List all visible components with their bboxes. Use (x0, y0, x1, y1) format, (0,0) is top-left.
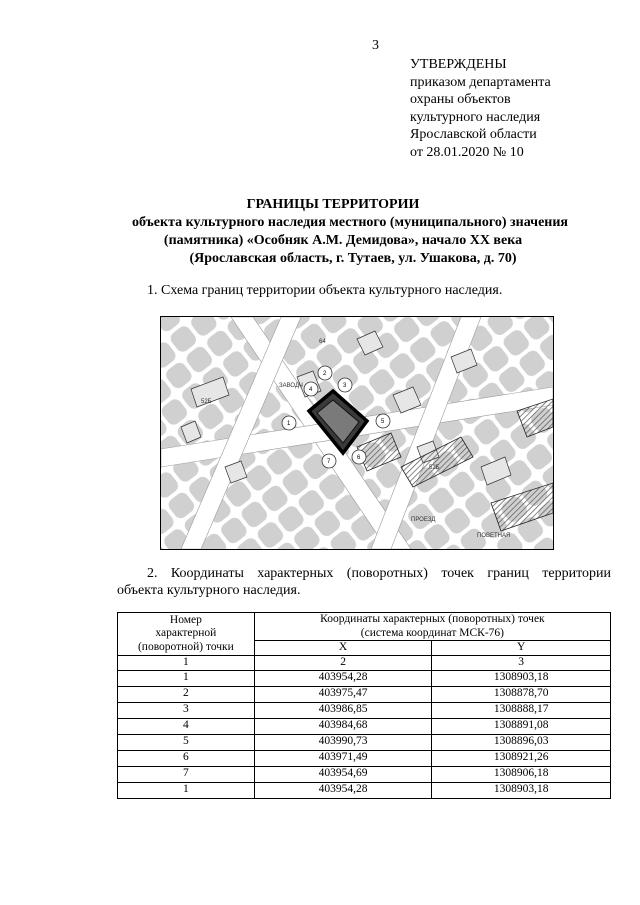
table-cell: 403990,73 (254, 734, 432, 750)
map-label: 64 (319, 339, 326, 345)
table-row (118, 686, 611, 702)
boundary-point-marker (318, 366, 332, 380)
title-line: (Ярославская область, г. Тутаев, ул. Ушакова, д. 70) (189, 251, 517, 266)
boundary-map-svg (161, 317, 553, 549)
table-cell: 1 (118, 782, 255, 798)
approval-line: культурного наследия (410, 109, 541, 125)
table-cell: 403954,69 (254, 766, 432, 782)
table-cell: 4 (118, 718, 255, 734)
table-cell: 403954,28 (254, 670, 432, 686)
approval-line: охраны объектов (410, 92, 511, 107)
table-cell: 5 (118, 734, 255, 750)
map-label: ПОВЕТНАЯ (477, 533, 511, 539)
table-cell: 3 (432, 656, 611, 671)
table-cell: 403986,85 (254, 702, 432, 718)
table-row (118, 734, 611, 750)
table-cell: 7 (118, 766, 255, 782)
header-y: Y (432, 641, 611, 656)
header-x: X (254, 641, 432, 656)
boundary-point-marker (338, 378, 352, 392)
title-line: объекта культурного наследия местного (муниципального) значения (131, 215, 568, 230)
section-2-heading (117, 565, 611, 599)
section-1-heading: 1. Схема границ территории объекта культурного наследия. (147, 283, 503, 298)
table-cell: 6 (118, 750, 255, 766)
table-cell: 1308906,18 (432, 766, 611, 782)
table-cell: 3 (118, 702, 255, 718)
section-2-line: объекта культурного наследия. (117, 583, 301, 598)
svg-text:4: 4 (309, 387, 313, 393)
svg-text:7: 7 (327, 459, 331, 465)
map-label: ЗАВОДЧ (279, 383, 303, 389)
map-label: ПРОЕЗД (411, 517, 436, 523)
approval-line: от 28.01.2020 № 10 (410, 144, 524, 160)
svg-text:5: 5 (381, 419, 385, 425)
table-row (118, 718, 611, 734)
coordinates-table (117, 612, 611, 799)
boundary-map (160, 316, 554, 550)
table-cell: 403971,49 (254, 750, 432, 766)
table-cell: 1 (118, 656, 255, 671)
table-cell: 1308896,03 (432, 734, 611, 750)
boundary-point-marker (282, 416, 296, 430)
table-index-row (118, 656, 611, 671)
table-cell: 2 (118, 686, 255, 702)
map-label: 52Б (201, 399, 212, 405)
boundary-point-marker (376, 414, 390, 428)
table-cell: 1308891,08 (432, 718, 611, 734)
table-row (118, 702, 611, 718)
table-cell: 1 (118, 670, 255, 686)
svg-text:3: 3 (343, 383, 347, 389)
table-cell: 1308903,18 (432, 670, 611, 686)
title-line: ГРАНИЦЫ ТЕРРИТОРИИ (246, 197, 420, 212)
table-cell: 403954,28 (254, 782, 432, 798)
table-row (118, 670, 611, 686)
header-point-number: Номер характерной (поворотной) точки (118, 613, 255, 656)
header-coordinates: Координаты характерных (поворотных) точек (система координат МСК-76) (254, 613, 610, 641)
table-row (118, 750, 611, 766)
table-cell: 1308888,17 (432, 702, 611, 718)
approval-line: УТВЕРЖДЕНЫ (410, 57, 507, 72)
table-cell: 403975,47 (254, 686, 432, 702)
approval-line: приказом департамента (410, 74, 551, 90)
svg-text:2: 2 (323, 371, 327, 377)
boundary-point-marker (304, 382, 318, 396)
table-cell: 2 (254, 656, 432, 671)
boundary-point-marker (322, 454, 336, 468)
table-row (118, 766, 611, 782)
table-cell: 1308903,18 (432, 782, 611, 798)
map-label: 52Б (429, 465, 440, 471)
approval-stamp (410, 56, 551, 161)
section-2-line: 2. Координаты характерных (поворотных) точек границ территории (147, 566, 611, 581)
table-cell: 1308878,70 (432, 686, 611, 702)
approval-line: Ярославской области (410, 127, 537, 142)
table-cell: 403984,68 (254, 718, 432, 734)
page-number: 3 (372, 38, 379, 53)
title-line: (памятника) «Особняк А.М. Демидова», начало XX века (163, 233, 523, 248)
document-title (0, 196, 640, 268)
table-row (118, 782, 611, 798)
svg-text:6: 6 (357, 455, 361, 461)
boundary-point-marker (352, 450, 366, 464)
table-cell: 1308921,26 (432, 750, 611, 766)
svg-text:1: 1 (287, 421, 291, 427)
